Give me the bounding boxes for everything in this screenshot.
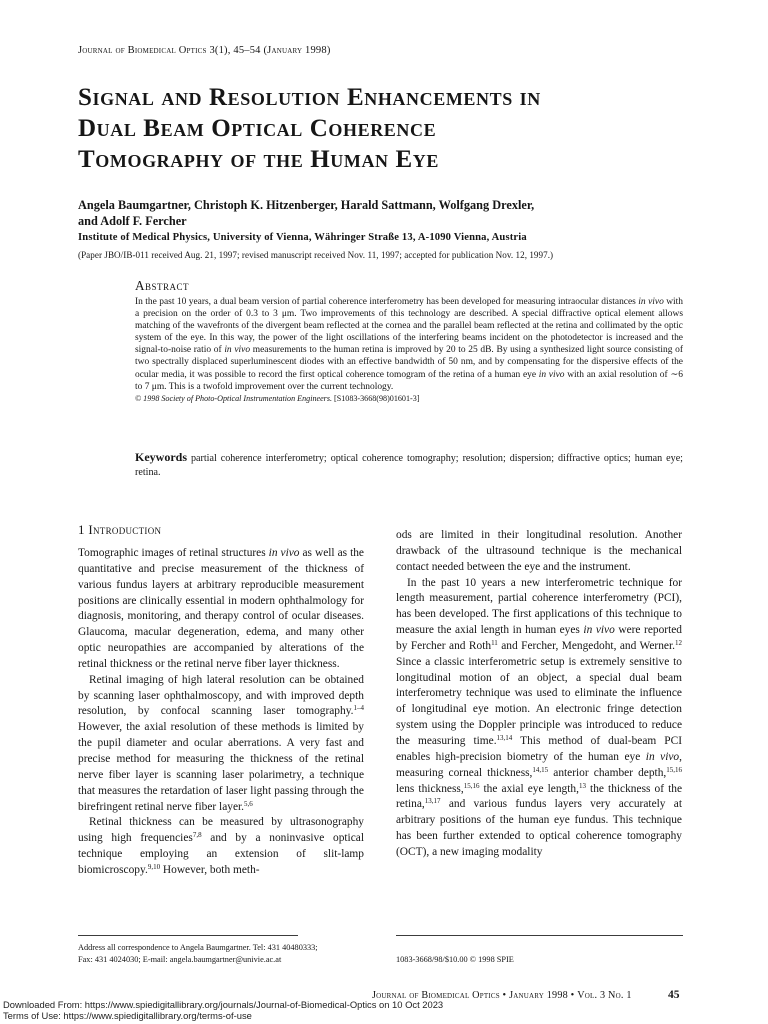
footnote-rule-right — [396, 935, 683, 936]
abstract-italic-2: in vivo — [224, 345, 251, 356]
abstract-italic-1: in vivo — [638, 297, 664, 307]
text-run: and Fercher, Mengedoht, and Werner. — [497, 639, 675, 652]
title-line-1: Signal and Resolution Enhancements in — [78, 84, 541, 111]
authors-line-2: and Adolf F. Fercher — [78, 214, 187, 228]
citation: 15,16 — [666, 765, 682, 774]
left-paragraph-1 — [78, 546, 364, 673]
footer-month: January — [509, 990, 545, 1001]
abstract-part-4: with an axial resolution of ∼6 to 7 μm. This is a twofold improvement over the current technology. — [135, 369, 683, 392]
paper-history: (Paper JBO/IB-011 received Aug. 21, 1997; revised manuscript received Nov. 11, 1997; accepted for publication Nov. 12, 1997.) — [78, 250, 554, 260]
running-head — [78, 45, 331, 56]
terms-line[interactable]: Terms of Use: https://www.spiedigitallibrary.org/terms-of-use — [3, 1009, 252, 1021]
download-line[interactable]: Downloaded From: https://www.spiedigitallibrary.org/journals/Journal-of-Biomedical-Optics on 10 Oct 2023 — [3, 999, 444, 1010]
citation: 13 — [578, 781, 586, 790]
text-run: and various fundus layers very accurately at arbitrary positions of the human eye fundus. This technique has been further extended to optical coherence tomography (OCT), a new imaging modality — [396, 798, 682, 858]
section-title-initial: I — [88, 522, 93, 537]
authors-line-1: Angela Baumgartner, Christoph K. Hitzenberger, Harald Sattmann, Wolfgang Drexler, — [78, 198, 535, 212]
footer-journal-name: Journal of Biomedical Optics — [372, 990, 500, 1001]
title-line-2: Dual Beam Optical Coherence — [78, 115, 437, 142]
running-head-journal: Journal of Biomedical Optics — [78, 45, 207, 56]
citation: 15,16 — [463, 781, 480, 790]
abstract-heading: Abstract — [135, 278, 190, 293]
left-paragraph-2 — [78, 673, 364, 816]
citation: 13,17 — [424, 797, 441, 806]
section-title-rest: ntroduction — [93, 522, 162, 537]
text-run: anterior chamber depth, — [548, 766, 667, 779]
section-heading-introduction — [78, 522, 161, 538]
right-paragraph-1 — [396, 576, 682, 861]
text-run: the axial eye length, — [479, 782, 579, 795]
text-run: However, both meth- — [160, 863, 260, 876]
running-head-issue: 3(1), 45–54 ( — [209, 45, 268, 56]
text-run: lens thickness, — [396, 782, 464, 795]
keywords — [135, 450, 683, 480]
text-run: This method of dual-beam PCI enables high-precision biometry of the human eye — [396, 734, 683, 763]
footnote-line-2: Fax: 431 4024030; E-mail: angela.baumgartner@univie.ac.at — [78, 954, 282, 964]
footer-separator: • — [499, 990, 510, 1001]
abstract-part-2: with a precision on the order of 0.3 to 3 μm. Two improvements of this technology are described. A special diffractive optical element allows matching of the wavefronts of the divergent beam reflected at the cornea and the parallel beam reflected at the retina and collimated by the optic system of the eye. In this way, the power of the light oscillations of the interfering beams incident on the photodetector is increased and the signal-to-noise ratio of — [135, 297, 684, 356]
page-number: 45 — [668, 989, 680, 1001]
text-run: Tomographic images of retinal structures — [78, 547, 269, 559]
italic-run: in vivo — [645, 750, 680, 763]
abstract-part-3: measurements to the human retina is improved by 20 to 25 dB. By using a synthesized light source consisting of two spectrally displaced superluminescent diodes with an effective bandwidth of 50 nm, and by compensating for the dispersive effects of the ocular media, it was possible to record the first optical coherence tomogram of the retina of a human eye — [135, 345, 684, 380]
citation: 7,8 — [192, 831, 202, 840]
section-number: 1 — [78, 522, 89, 537]
abstract-code: [S1083-3668(98)01601-3] — [332, 393, 420, 403]
italic-run: in vivo — [583, 624, 615, 637]
abstract-italic-3: in vivo — [538, 369, 565, 380]
text-run: Since a classic interferometric setup is extremely sensitive to longitudinal motion of an object, a special dual beam interferometry technique was used to eliminate the influence of longitudinal eye motion. An electronic fringe detection system using the Doppler principle was introduced to reduce the measuring time. — [396, 655, 682, 747]
citation: 9,10 — [147, 862, 161, 871]
footnote-rule-left — [78, 935, 298, 936]
left-column — [78, 546, 364, 879]
text-run: In the past 10 years a new interferometric technique for length measurement, partial coherence interferometry (PCI), has been developed. The first applications of this technique to measure the axial length in human eyes — [396, 576, 682, 637]
text-run: the thickness of the retina, — [396, 782, 683, 811]
citation: 12 — [675, 638, 682, 647]
right-paragraph-0: ods are limited in their longitudinal resolution. Another drawback of the ultrasound technique is the mechanical contact needed between the eye and the instrument. — [396, 529, 682, 573]
text-run: were reported by Fercher and Roth — [396, 624, 682, 652]
citation: 5,6 — [244, 799, 253, 808]
abstract-part-1: In the past 10 years, a dual beam version of partial coherence interferometry has been developed for measuring intraocular distances — [135, 297, 639, 307]
footer-separator: • — [567, 990, 578, 1001]
text-run: and by a noninvasive optical technique employing an extension of slit-lamp biomicroscopy. — [78, 832, 364, 876]
running-head-year: 1998) — [305, 45, 331, 56]
issn-footnote: 1083-3668/98/$10.00 © 1998 SPIE — [396, 955, 514, 964]
keywords-text: partial coherence interferometry; optical coherence tomography; resolution; dispersion; diffractive optics; human eye; retina. — [135, 453, 683, 478]
text-run: However, the axial resolution of these methods is limited by the pupil diameter and ocular aberrations. A very fast and precise method for measuring the thickness of the retinal nerve fiber layer is scanning laser polarimetry, a technique that measures the retardation of laser light passing through the birefringent retinal nerve fiber layer. — [78, 721, 364, 813]
running-head-month: January — [267, 45, 303, 56]
citation: 1–4 — [353, 704, 364, 713]
left-paragraph-3 — [78, 815, 364, 878]
text-run: Retinal thickness can be measured by ultrasonography using high frequencies — [78, 816, 364, 845]
citation: 13,14 — [496, 733, 513, 742]
citation: 11 — [491, 638, 498, 647]
author-list — [78, 197, 698, 229]
paper-title — [78, 82, 698, 175]
correspondence-footnote — [78, 942, 368, 965]
footer-volume: Vol. 3 No. 1 — [577, 990, 632, 1001]
text-run: as well as the quantitative and precise measurement of the thickness of various fundus layers at arbitrary reproducible measurement positions are clinically essential in modern ophthalmology for diagnosis, monitoring, and therapy control of ocular diseases. Glaucoma, macular degeneration, edema, and many other optic neuropathies are accompanied by alterations of the retinal thickness or the retinal nerve fiber layer thickness. — [78, 547, 364, 670]
download-notice — [3, 1000, 443, 1021]
footer-year: 1998 — [544, 990, 568, 1001]
text-run: Retinal imaging of high lateral resolution can be obtained by scanning laser ophthalmoscopy, and with improved depth resolution, by confocal scanning laser tomography. — [78, 673, 364, 718]
keywords-label: Keywords — [135, 450, 187, 464]
italic-run: in vivo — [268, 547, 300, 559]
text-run: , measuring corneal thickness, — [396, 750, 682, 779]
affiliation: Institute of Medical Physics, University of Vienna, Währinger Straße 13, A-1090 Vienna, Austria — [78, 232, 527, 243]
abstract-copyright: © 1998 Society of Photo-Optical Instrumentation Engineers. — [135, 393, 332, 403]
right-column — [396, 528, 682, 861]
citation: 14,15 — [532, 765, 549, 774]
footnote-line-1: Address all correspondence to Angela Baumgartner. Tel: 431 40480333; — [78, 943, 318, 952]
abstract-body — [135, 296, 683, 405]
title-line-3: Tomography of the Human Eye — [78, 146, 439, 173]
